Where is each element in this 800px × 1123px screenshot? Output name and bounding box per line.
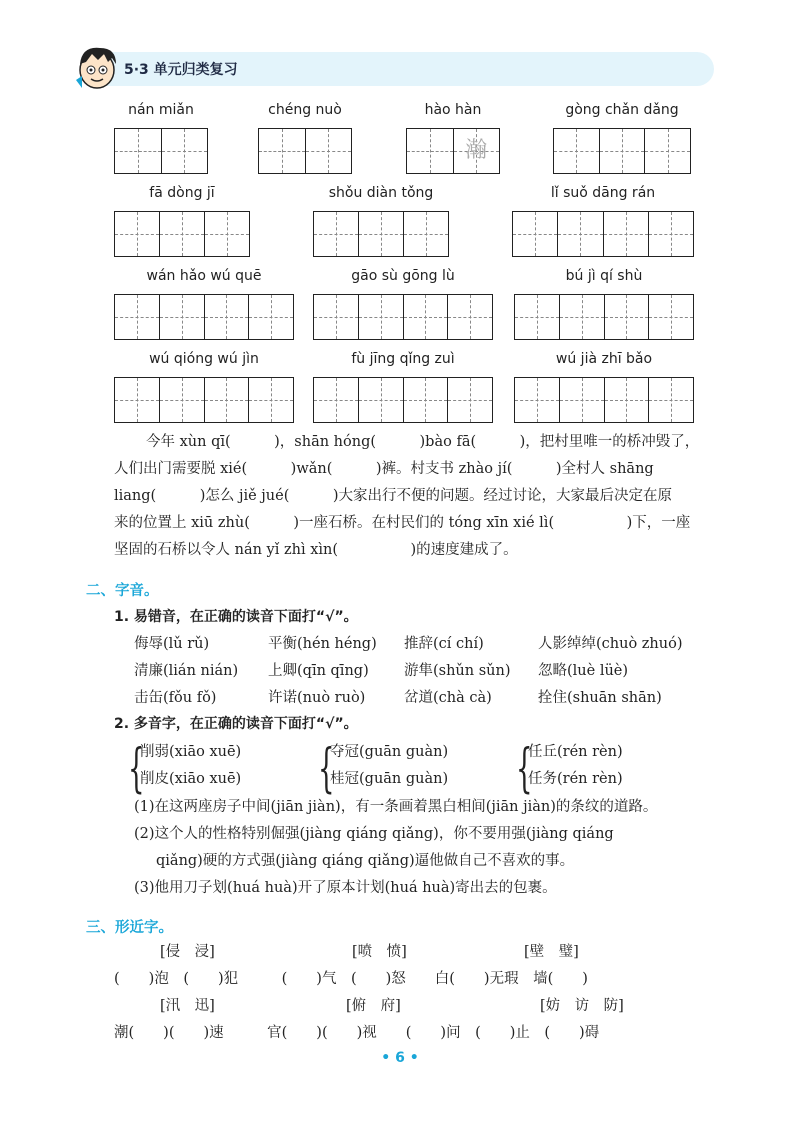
char-grid[interactable] <box>114 377 294 423</box>
pinyin-label: shǒu diàn tǒng <box>328 185 434 201</box>
word-item: 侮辱(lǔ rǔ) <box>134 636 210 652</box>
passage-line: 人们出门需要脱 xié( )wǎn( )裤。村支书 zhào jí( )全村人 shāng <box>114 461 654 477</box>
polyphone-item: 削皮(xiāo xuē) <box>140 771 242 787</box>
pinyin-label: hào hàn <box>424 102 482 118</box>
pinyin-label: nán miǎn <box>128 102 194 118</box>
word-item: 上卿(qīn qīng) <box>268 663 369 679</box>
pinyin-label: fù jīng qǐng zuì <box>351 351 455 367</box>
word-item: 游隼(shǔn sǔn) <box>404 663 511 679</box>
char-group: [俯 府] <box>346 998 401 1014</box>
passage-line: liang( )怎么 jiě jué( )大家出行不便的问题。经过讨论，大家最后决定在原 <box>114 488 673 504</box>
polyphone-item: 任务(rén rèn) <box>528 771 623 787</box>
word-item: 推辞(cí chí) <box>404 636 484 652</box>
sentence: (2)这个人的性格特别倔强(jiàng qiáng qiǎng)，你不要用强(jiàng qiáng <box>134 826 614 842</box>
question-title: 1. 易错音，在正确的读音下面打“√”。 <box>114 609 358 625</box>
char-grid[interactable] <box>114 128 208 174</box>
sentence: qiǎng)硬的方式强(jiàng qiáng qiǎng)逼他做自己不喜欢的事。 <box>156 853 575 869</box>
polyphone-item: 夺冠(guān guàn) <box>330 744 449 760</box>
brace: { <box>128 739 145 799</box>
char-group: [汛 迅] <box>160 998 215 1014</box>
word-item: 人影绰绰(chuò zhuó) <box>538 636 683 652</box>
header-title: 5·3 单元归类复习 <box>124 62 238 78</box>
brace: { <box>516 739 533 799</box>
pinyin-label: chéng nuò <box>268 102 342 118</box>
fill-row[interactable]: 潮( )( )速 官( )( )视 ( )问 ( )止 ( )碍 <box>114 1025 600 1041</box>
pinyin-label: fā dòng jī <box>149 185 215 201</box>
section-title: 二、字音。 <box>86 583 159 599</box>
char-grid[interactable] <box>114 211 250 257</box>
char-grid[interactable] <box>313 294 493 340</box>
char-grid[interactable] <box>114 294 294 340</box>
word-item: 击缶(fǒu fǒ) <box>134 690 217 706</box>
word-item: 清廉(lián nián) <box>134 663 239 679</box>
given-character: 瀚 <box>465 138 488 163</box>
pinyin-label: gòng chǎn dǎng <box>565 102 679 118</box>
word-item: 许诺(nuò ruò) <box>268 690 366 706</box>
fill-row[interactable]: ( )泡 ( )犯 ( )气 ( )怒 白( )无瑕 墙( ) <box>114 971 588 987</box>
char-grid[interactable] <box>313 211 449 257</box>
section-title: 三、形近字。 <box>86 920 173 936</box>
page-number: • 6 • <box>381 1050 419 1066</box>
char-grid[interactable] <box>514 377 694 423</box>
pinyin-label: wán hǎo wú quē <box>146 268 262 284</box>
mascot-icon <box>72 42 126 92</box>
char-grid[interactable] <box>512 211 694 257</box>
char-group: [喷 愤] <box>352 944 407 960</box>
question-title: 2. 多音字，在正确的读音下面打“√”。 <box>114 716 358 732</box>
polyphone-item: 削弱(xiāo xuē) <box>140 744 242 760</box>
sentence: (3)他用刀子划(huá huà)开了原本计划(huá huà)寄出去的包裹。 <box>134 880 557 896</box>
char-group: [妨 访 防] <box>540 998 624 1014</box>
pinyin-label: wú jià zhī bǎo <box>555 351 653 367</box>
word-item: 拴住(shuān shān) <box>538 690 662 706</box>
pinyin-label: gāo sù gōng lù <box>351 268 455 284</box>
pinyin-label: bú jì qí shù <box>565 268 643 284</box>
pinyin-label: wú qióng wú jìn <box>149 351 259 367</box>
brace: { <box>318 739 335 799</box>
char-grid[interactable] <box>406 128 500 174</box>
char-grid[interactable] <box>313 377 493 423</box>
passage-line: 坚固的石桥以令人 nán yǐ zhì xìn( )的速度建成了。 <box>114 542 518 558</box>
char-group: [壁 璧] <box>524 944 579 960</box>
word-item: 岔道(chà cà) <box>404 690 492 706</box>
word-item: 平衡(hén héng) <box>268 636 377 652</box>
polyphone-item: 桂冠(guān guàn) <box>330 771 449 787</box>
char-grid[interactable] <box>258 128 352 174</box>
word-item: 忽略(luè lüè) <box>538 663 629 679</box>
passage-line: 来的位置上 xiū zhù( )一座石桥。在村民们的 tóng xīn xié lì( )下，一座 <box>114 515 691 531</box>
char-grid[interactable] <box>553 128 691 174</box>
char-grid[interactable] <box>514 294 694 340</box>
polyphone-item: 任丘(rén rèn) <box>528 744 623 760</box>
passage-line: 今年 xùn qī( )，shān hóng( )bào fā( )，把村里唯一的桥冲毁了， <box>146 434 700 450</box>
char-group: [侵 浸] <box>160 944 215 960</box>
sentence: (1)在这两座房子中间(jiān jiàn)，有一条画着黑白相间(jiān jiàn)的条纹的道路。 <box>134 799 658 815</box>
pinyin-label: lǐ suǒ dāng rán <box>550 185 656 201</box>
